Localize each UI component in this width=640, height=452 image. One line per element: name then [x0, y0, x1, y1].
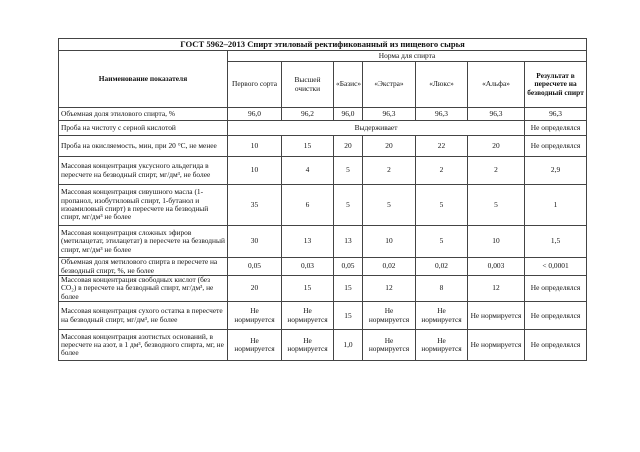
norm-value-cell: Не нормируется: [228, 330, 282, 361]
table-row: [59, 121, 587, 136]
norm-value-cell: 0,02: [363, 258, 416, 276]
norm-group-header: Норма для спирта: [228, 51, 587, 62]
norm-value-cell: 30: [228, 226, 282, 258]
grade-header: Высшей очистки: [282, 62, 334, 108]
norm-value-cell: 0,05: [334, 258, 363, 276]
result-cell: 1: [525, 185, 587, 226]
norm-value-cell: 15: [334, 276, 363, 302]
norm-value-cell: 5: [416, 185, 468, 226]
table-title: ГОСТ 5962–2013 Спирт этиловый ректификованный из пищевого сырья: [59, 39, 587, 51]
grade-header: «Люкс»: [416, 62, 468, 108]
norm-value-cell: 15: [282, 276, 334, 302]
norm-value-cell: Не нормируется: [416, 330, 468, 361]
norm-value-cell: 10: [363, 226, 416, 258]
table-row: [59, 276, 587, 302]
norm-value-cell: 15: [334, 302, 363, 330]
norm-value-cell: 4: [282, 157, 334, 185]
indicator-name: Массовая концентрация сухого остатка в пересчете на безводный спирт, мг/дм³, не более: [59, 302, 228, 330]
norm-value-cell: 0,003: [468, 258, 525, 276]
result-header: Результат в пересчете на безводный спирт: [525, 62, 587, 108]
table-row: [59, 226, 587, 258]
result-cell: Не определялся: [525, 276, 587, 302]
norm-value-cell: Не нормируется: [363, 330, 416, 361]
indicator-name: Массовая концентрация уксусного альдегида в пересчете на безводный спирт, мг/дм³, не более: [59, 157, 228, 185]
grade-header: Первого сорта: [228, 62, 282, 108]
result-cell: < 0,0001: [525, 258, 587, 276]
grade-header: «Альфа»: [468, 62, 525, 108]
indicator-name: Объемная доля метилового спирта в пересчете на безводный спирт, %, не более: [59, 258, 228, 276]
result-cell: 1,5: [525, 226, 587, 258]
norm-value-cell: 96,3: [363, 108, 416, 121]
norm-value-cell: 5: [416, 226, 468, 258]
norm-value-cell: 13: [334, 226, 363, 258]
indicator-name: Проба на чистоту с серной кислотой: [59, 121, 228, 136]
norm-value-cell: 13: [282, 226, 334, 258]
norm-value-cell: 20: [468, 136, 525, 157]
result-cell: 96,3: [525, 108, 587, 121]
result-cell: Не определялся: [525, 302, 587, 330]
norm-value-cell: Не нормируется: [416, 302, 468, 330]
norm-value-cell: Не нормируется: [468, 330, 525, 361]
result-cell: Не определялся: [525, 330, 587, 361]
norm-value-cell: 10: [228, 136, 282, 157]
norm-value-cell: 15: [282, 136, 334, 157]
table-row: [59, 258, 587, 276]
norm-value-cell: 2: [363, 157, 416, 185]
result-cell: 2,9: [525, 157, 587, 185]
norm-value-cell: 1,0: [334, 330, 363, 361]
norm-value-cell: 10: [228, 157, 282, 185]
norm-value-cell: 20: [363, 136, 416, 157]
norm-value-cell: 12: [363, 276, 416, 302]
indicator-name: Проба на окисляемость, мин, при 20 °С, не менее: [59, 136, 228, 157]
norm-value-cell: 0,05: [228, 258, 282, 276]
norm-value-cell: 10: [468, 226, 525, 258]
norm-value-cell: 6: [282, 185, 334, 226]
table-row: [59, 330, 587, 361]
norm-value-cell: 12: [468, 276, 525, 302]
norm-value-cell: 96,2: [282, 108, 334, 121]
grade-header: «Экстра»: [363, 62, 416, 108]
norm-value-cell: 35: [228, 185, 282, 226]
norm-value-cell: 96,0: [228, 108, 282, 121]
norm-value-cell: 20: [334, 136, 363, 157]
table-row: [59, 136, 587, 157]
grade-header: «Базис»: [334, 62, 363, 108]
indicator-header: Наименование показателя: [59, 51, 228, 108]
merged-norm-cell: Выдерживает: [228, 121, 525, 136]
norm-value-cell: 96,0: [334, 108, 363, 121]
table-row: [59, 108, 587, 121]
norm-value-cell: Не нормируется: [363, 302, 416, 330]
norm-value-cell: Не нормируется: [282, 330, 334, 361]
norm-value-cell: 0,02: [416, 258, 468, 276]
norm-value-cell: 5: [363, 185, 416, 226]
indicator-name: Массовая концентрация свободных кислот (без CO₂) в пересчете на безводный спирт, мг/дм³, не более: [59, 276, 228, 302]
spec-table: [58, 38, 587, 361]
norm-value-cell: 2: [416, 157, 468, 185]
indicator-name: Массовая концентрация сложных эфиров (метилацетат, этилацетат) в пересчете на безводный спирт, мг/дм³ не более: [59, 226, 228, 258]
norm-value-cell: 96,3: [416, 108, 468, 121]
norm-value-cell: 96,3: [468, 108, 525, 121]
indicator-name: Массовая концентрация азотистых оснований, в пересчете на азот, в 1 дм³, безводного спирта, мг, не более: [59, 330, 228, 361]
result-cell: Не определялся: [525, 136, 587, 157]
norm-value-cell: Не нормируется: [468, 302, 525, 330]
norm-value-cell: 5: [334, 157, 363, 185]
norm-value-cell: Не нормируется: [282, 302, 334, 330]
norm-value-cell: 5: [468, 185, 525, 226]
table-row: [59, 185, 587, 226]
norm-value-cell: 8: [416, 276, 468, 302]
table-row: [59, 157, 587, 185]
result-cell: Не определялся: [525, 121, 587, 136]
table-row: [59, 302, 587, 330]
norm-value-cell: Не нормируется: [228, 302, 282, 330]
indicator-name: Массовая концентрация сивушного масла (1-пропанол, изобутиловый спирт, 1-бутанол и изоамиловый спирт) в пересчете на безводный спирт, мг/дм³ не более: [59, 185, 228, 226]
norm-value-cell: 0,03: [282, 258, 334, 276]
norm-value-cell: 2: [468, 157, 525, 185]
norm-value-cell: 20: [228, 276, 282, 302]
norm-value-cell: 5: [334, 185, 363, 226]
indicator-name: Объемная доля этилового спирта, %: [59, 108, 228, 121]
norm-value-cell: 22: [416, 136, 468, 157]
